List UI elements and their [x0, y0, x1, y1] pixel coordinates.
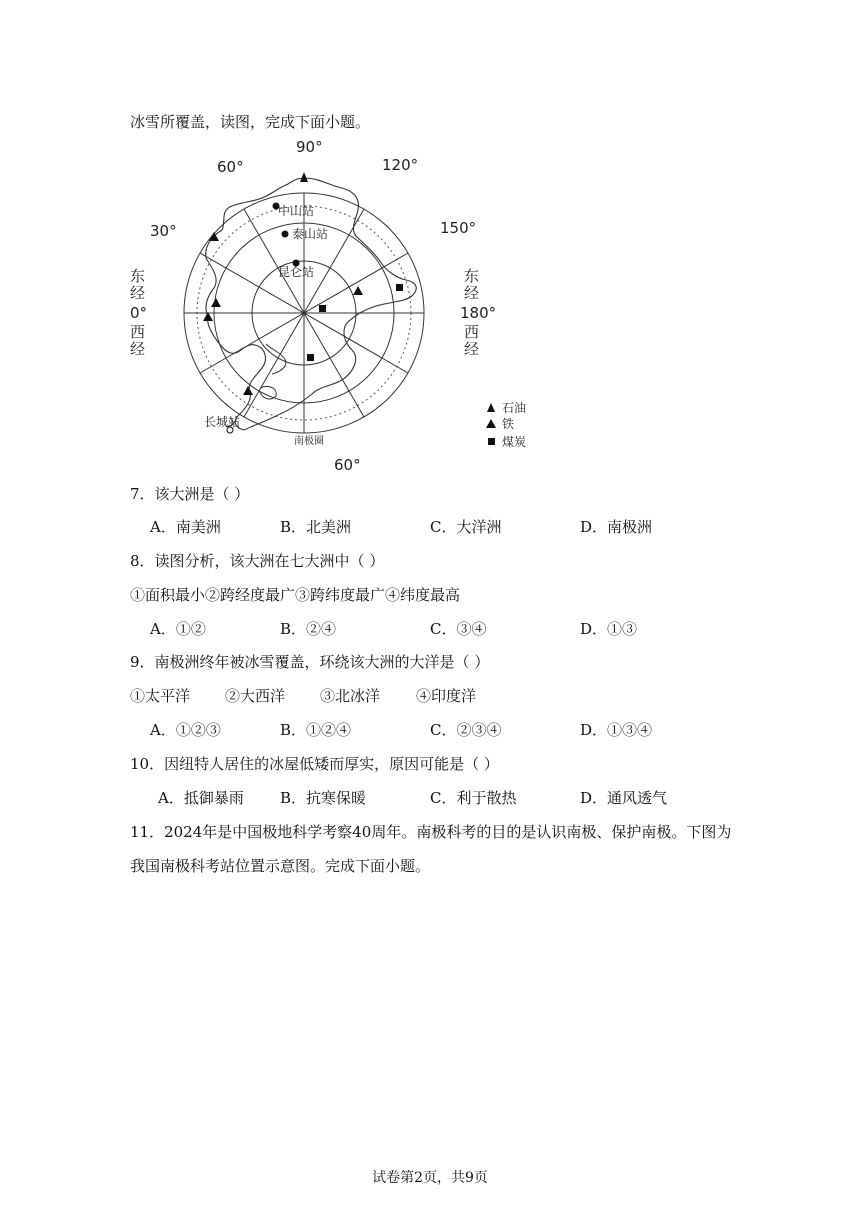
- changcheng-station-label: 长城站: [204, 415, 241, 429]
- label-30: 30°: [150, 222, 177, 240]
- q9-option-c[interactable]: C．②③④: [430, 721, 502, 739]
- taishan-station-label: 泰山站: [292, 227, 329, 241]
- q10-option-d[interactable]: D．通风透气: [580, 789, 668, 807]
- legend-coal: 煤炭: [502, 435, 527, 449]
- iron-icon: [353, 286, 363, 295]
- label-0: 0°: [130, 304, 148, 322]
- antarctica-map: [120, 136, 540, 476]
- q10-option-c[interactable]: C．利于散热: [430, 789, 517, 807]
- q8-option-c[interactable]: C．③④: [430, 620, 487, 638]
- label-180: 180°: [460, 304, 497, 322]
- question-8-stem: 8．读图分析，该大洲在七大洲中（ ）: [130, 552, 385, 570]
- antarctic-circle-label: 南极圈: [294, 436, 324, 447]
- question-11-stem-line-1: 11．2024年是中国极地科学考察40周年。南极科考的目的是认识南极、保护南极。下图为: [130, 823, 732, 841]
- q8-option-d[interactable]: D．①③: [580, 620, 638, 638]
- label-east-left-1: 东: [130, 267, 146, 285]
- label-60: 60°: [217, 158, 244, 176]
- coal-icon: [319, 305, 326, 312]
- question-9-stem: 9．南极洲终年被冰雪覆盖，环绕该大洲的大洋是（ ）: [130, 653, 490, 671]
- label-west-right-2: 经: [464, 340, 480, 358]
- label-60-bottom: 60°: [334, 456, 361, 474]
- label-east-left-2: 经: [130, 284, 146, 302]
- question-8-choices: ①面积最小②跨经度最广③跨纬度最广④纬度最高: [130, 586, 461, 604]
- label-west-left-1: 西: [130, 323, 146, 341]
- label-150: 150°: [440, 219, 477, 237]
- coal-legend-icon: [488, 438, 495, 445]
- oil-legend-icon: [487, 403, 495, 412]
- taishan-station-dot: [282, 231, 289, 238]
- label-west-right-1: 西: [464, 323, 480, 341]
- question-7-stem: 7．该大洲是（ ）: [130, 485, 250, 503]
- label-west-left-2: 经: [130, 340, 146, 358]
- iron-icon: [211, 298, 221, 307]
- label-90: 90°: [296, 138, 323, 156]
- kunlun-station-label: 昆仑站: [278, 265, 315, 279]
- q10-option-a[interactable]: A．抵御暴雨: [158, 789, 244, 807]
- question-11-stem-line-2: 我国南极科考站位置示意图。完成下面小题。: [130, 857, 431, 875]
- q8-option-a[interactable]: A．①②: [150, 620, 206, 638]
- legend-iron: 铁: [502, 417, 515, 431]
- q7-option-a[interactable]: A．南美洲: [150, 518, 221, 536]
- q9-choice-2: ②大西洋: [225, 687, 286, 705]
- q9-option-b[interactable]: B．①②④: [280, 721, 352, 739]
- q9-choice-3: ③北冰洋: [320, 687, 381, 705]
- q10-option-b[interactable]: B．抗寒保暖: [280, 789, 367, 807]
- q7-option-d[interactable]: D．南极洲: [580, 518, 653, 536]
- q7-option-c[interactable]: C．大洋洲: [430, 518, 502, 536]
- q9-option-d[interactable]: D．①③④: [580, 721, 653, 739]
- iron-legend-icon: [486, 419, 496, 428]
- q9-choice-4: ④印度洋: [416, 687, 477, 705]
- zhongshan-station-label: 中山站: [278, 204, 315, 218]
- q8-option-b[interactable]: B．②④: [280, 620, 337, 638]
- intro-text: 冰雪所覆盖，读图，完成下面小题。: [130, 113, 371, 131]
- question-10-stem: 10．因纽特人居住的冰屋低矮而厚实，原因可能是（ ）: [130, 755, 499, 773]
- legend-oil: 石油: [502, 401, 527, 415]
- coal-icon: [307, 354, 314, 361]
- q9-option-a[interactable]: A．①②③: [150, 721, 221, 739]
- iron-icon: [243, 386, 253, 395]
- label-east-right-2: 经: [464, 284, 480, 302]
- label-east-right-1: 东: [464, 267, 480, 285]
- coal-icon: [396, 284, 403, 291]
- q9-choice-1: ①太平洋: [130, 687, 191, 705]
- page-footer: 试卷第2页，共9页: [372, 1170, 488, 1186]
- oil-icon: [300, 172, 308, 182]
- label-120: 120°: [382, 156, 419, 174]
- q7-option-b[interactable]: B．北美洲: [280, 518, 352, 536]
